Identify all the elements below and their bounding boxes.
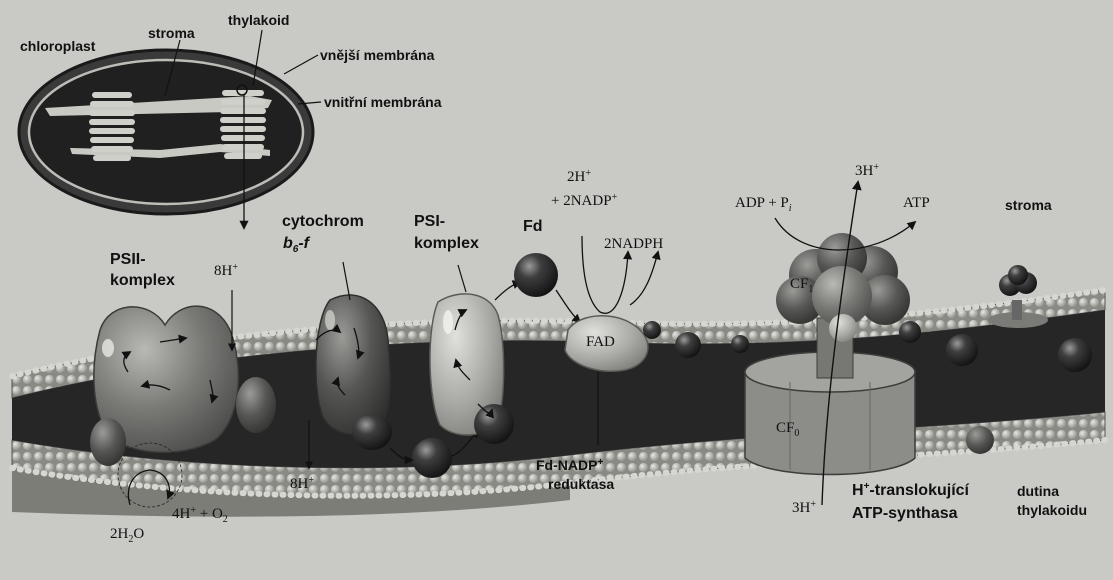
label-cf0: $CF_0$ (776, 420, 800, 439)
eq-atp: ATP (903, 195, 930, 211)
label-fd: Fd (523, 218, 543, 235)
label-psii-2: komplex (110, 272, 175, 289)
label-fad: FAD (586, 334, 615, 350)
label-stroma-right: stroma (1005, 197, 1052, 213)
label-psi-1: PSI- (414, 213, 446, 230)
label-psii-1: PSII- (110, 251, 146, 268)
label-lumen-1: dutina (1017, 483, 1059, 499)
label-psi-2: komplex (414, 235, 479, 252)
eq-nadp: + 2NADP+ (551, 192, 618, 209)
label-atp-synthase-2: ATP-synthasa (852, 505, 958, 522)
label-lumen-2: thylakoidu (1017, 502, 1088, 518)
eq-3h-bottom: 3H+ (792, 499, 816, 516)
label-fdnadp-1: Fd-NADP+ (536, 457, 604, 473)
eq-h8-bottom: 8H+ (290, 475, 314, 492)
eq-nadph: 2NADPH (604, 236, 664, 252)
leader-outer (284, 55, 318, 74)
label-cytochrome-1: cytochrom (282, 213, 364, 230)
label-inner-membrane: vnitřní membrána (324, 94, 442, 110)
chloroplast-inset (19, 30, 321, 228)
ferredoxin-sphere (514, 253, 558, 297)
eq-water: $2H_2O$ (110, 526, 145, 545)
plastocyanin-sphere (412, 438, 452, 478)
eq-adp: ADP + $P_i$ (735, 195, 792, 214)
label-stroma-inset: stroma (148, 25, 195, 41)
eq-3h-top: 3H+ (855, 162, 879, 179)
eq-2h: 2H+ (567, 168, 591, 185)
label-chloroplast: chloroplast (20, 38, 96, 54)
leader-psi (458, 265, 466, 292)
eq-h8-top: 8H+ (214, 262, 238, 279)
label-cytochrome-2: $b_6-f$ (283, 235, 309, 255)
label-cf1: $CF_1$ (790, 276, 814, 295)
label-outer-membrane: vnější membrána (320, 47, 435, 63)
label-fdnadp-2: reduktasa (548, 476, 615, 492)
label-thylakoid: thylakoid (228, 12, 290, 28)
eq-4h-o2: $4H^+ + O_2$ (172, 505, 228, 525)
label-atp-synthase-1: H+-translokující (852, 481, 969, 499)
